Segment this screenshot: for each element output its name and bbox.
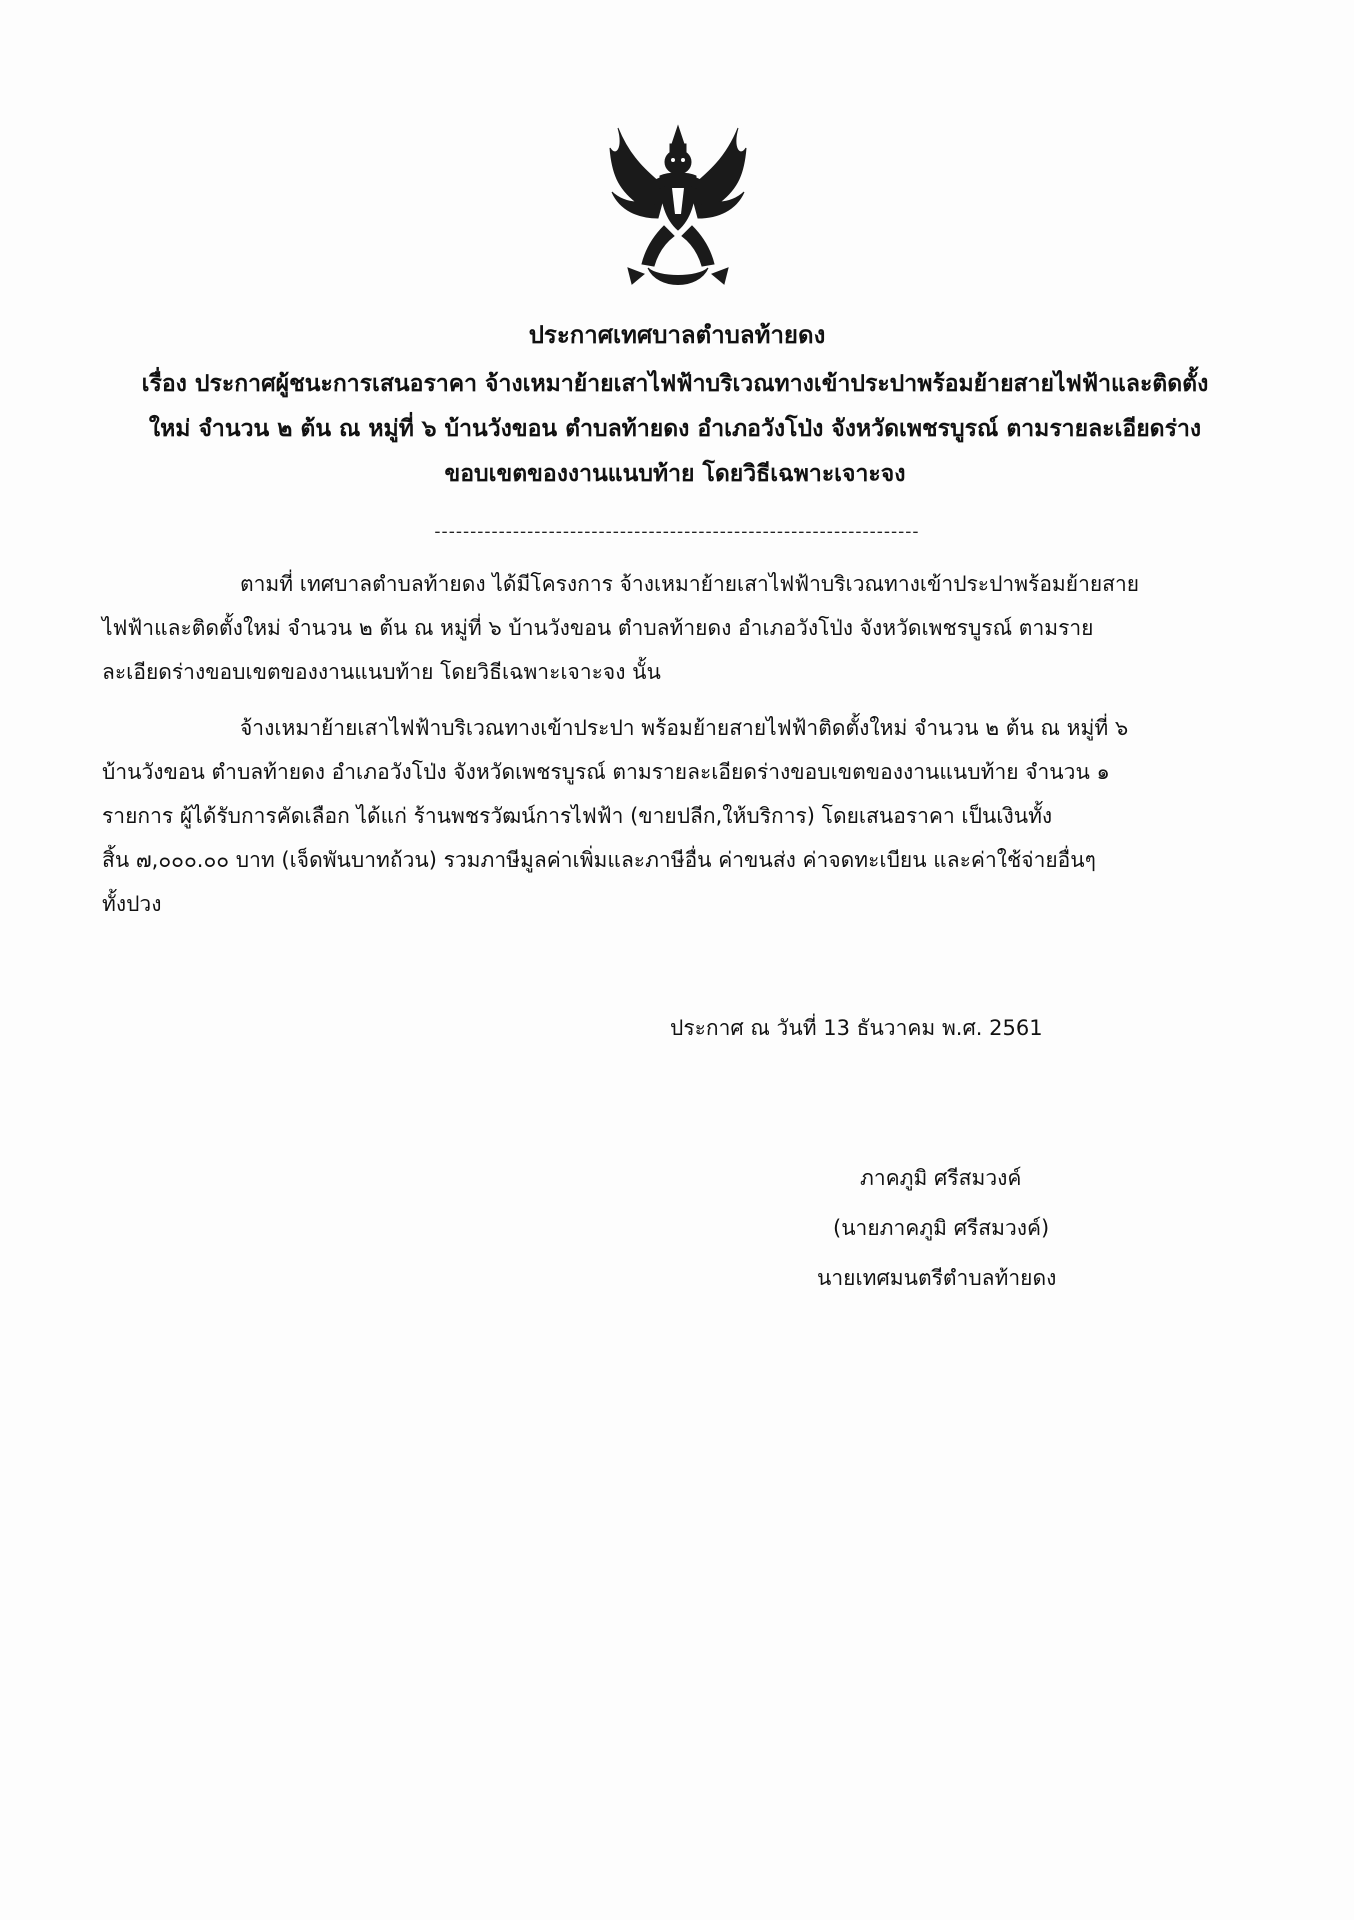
subject-line: เรื่อง ประกาศผู้ชนะการเสนอราคา จ้างเหมาย้ายเสาไฟฟ้าบริเวณทางเข้าประปาพร้อมย้ายสายไฟฟ้าและติดตั้ง [141, 371, 1209, 397]
paragraph-line: สิ้น ๗,๐๐๐.๐๐ บาท (เจ็ดพันบาทถ้วน) รวมภาษีมูลค่าเพิ่มและภาษีอื่น ค่าขนส่ง ค่าจดทะเบียน และค่าใช้จ่ายอื่นๆ [102, 848, 1096, 872]
subject-line: ใหม่ จำนวน ๒ ต้น ณ หมู่ที่ ๖ บ้านวังขอน ตำบลท้ายดง อำเภอวังโป่ง จังหวัดเพชรบูรณ์ ตามรายละเอียดร่าง [148, 416, 1202, 442]
signer-position: นายเทศมนตรีตำบลท้ายดง [817, 1266, 1057, 1290]
body-paragraph-1 [102, 562, 1262, 694]
signature-block [770, 1153, 1190, 1303]
announcement-title: ประกาศเทศบาลตำบลท้ายดง [528, 321, 826, 349]
paragraph-line: ตามที่ เทศบาลตำบลท้ายดง ได้มีโครงการ จ้างเหมาย้ายเสาไฟฟ้าบริเวณทางเข้าประปาพร้อมย้ายสาย [240, 572, 1140, 596]
body-paragraph-2 [102, 706, 1262, 926]
garuda-emblem-icon [588, 118, 768, 298]
paragraph-line: รายการ ผู้ได้รับการคัดเลือก ได้แก่ ร้านพชรวัฒน์การไฟฟ้า (ขายปลีก,ให้บริการ) โดยเสนอราคา เป็นเงินทั้ง [102, 804, 1053, 828]
announcement-date: ประกาศ ณ วันที่ 13 ธันวาคม พ.ศ. 2561 [670, 1016, 1043, 1040]
paragraph-line: จ้างเหมาย้ายเสาไฟฟ้าบริเวณทางเข้าประปา พร้อมย้ายสายไฟฟ้าติดตั้งใหม่ จำนวน ๒ ต้น ณ หมู่ที่ ๖ [240, 716, 1129, 740]
signer-name: ภาคภูมิ ศรีสมวงค์ [860, 1166, 1022, 1190]
announcement-subject [120, 362, 1230, 497]
paragraph-line: ทั้งปวง [102, 892, 162, 916]
separator-line: -------------------------------------------------------------------- [434, 522, 920, 542]
paragraph-line: ละเอียดร่างขอบเขตของงานแนบท้าย โดยวิธีเฉพาะเจาะจง นั้น [102, 660, 661, 684]
paragraph-line: บ้านวังขอน ตำบลท้ายดง อำเภอวังโป่ง จังหวัดเพชรบูรณ์ ตามรายละเอียดร่างขอบเขตของงานแนบท้าย จำนวน ๑ [102, 760, 1110, 784]
signer-full-name: (นายภาคภูมิ ศรีสมวงค์) [833, 1216, 1050, 1240]
paragraph-line: ไฟฟ้าและติดตั้งใหม่ จำนวน ๒ ต้น ณ หมู่ที่ ๖ บ้านวังขอน ตำบลท้ายดง อำเภอวังโป่ง จังหวัดเพชรบูรณ์ ตามราย [102, 616, 1094, 640]
subject-line: ขอบเขตของงานแนบท้าย โดยวิธีเฉพาะเจาะจง [444, 461, 906, 487]
